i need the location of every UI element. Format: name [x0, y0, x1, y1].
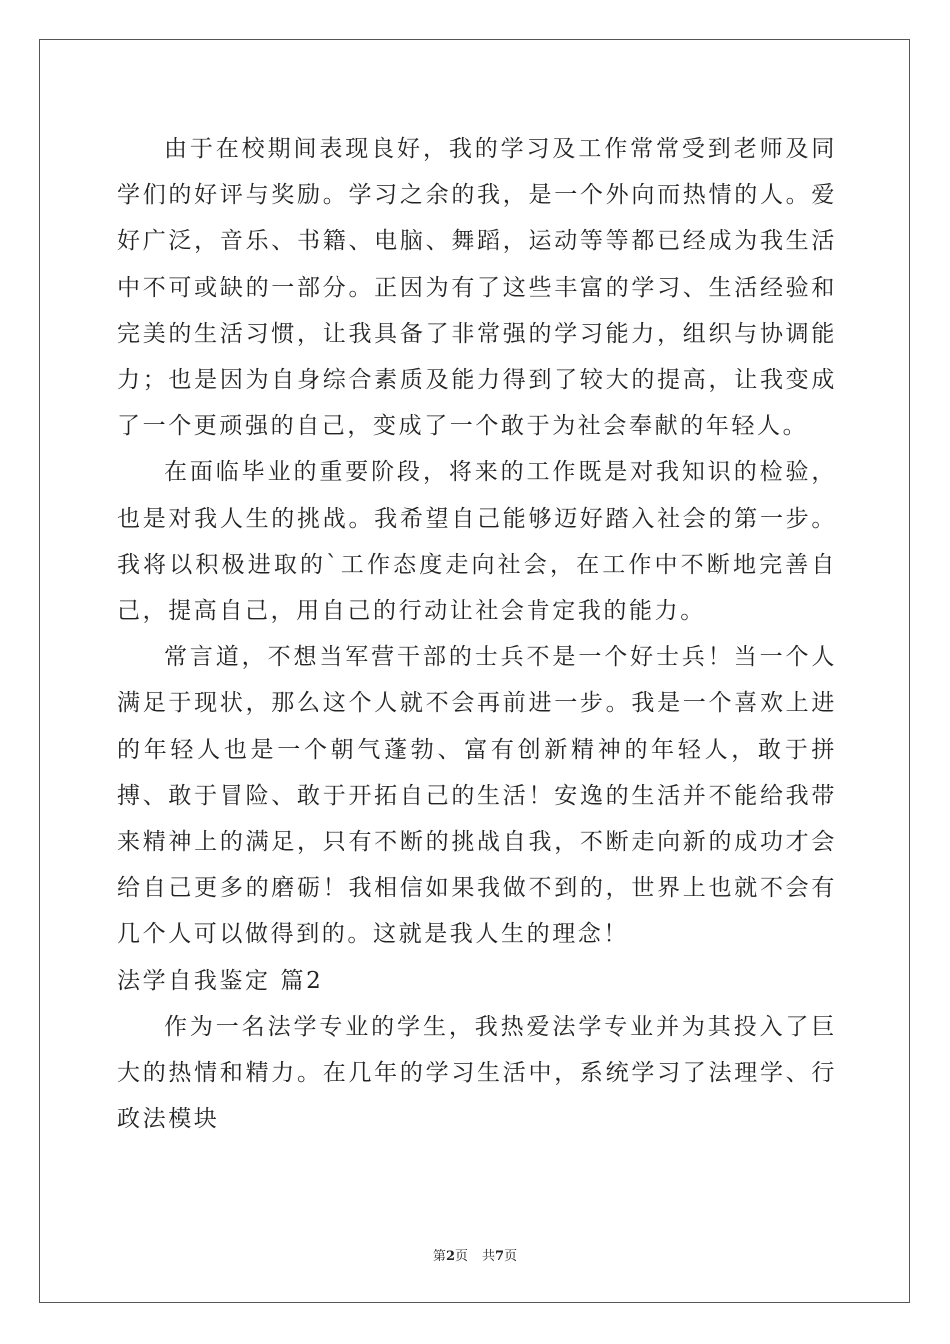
paragraph-3: 常言道，不想当军营干部的士兵不是一个好士兵！当一个人满足于现状，那么这个人就不会再前进一步。我是一个喜欢上进的年轻人也是一个朝气蓬勃、富有创新精神的年轻人，敢于拼搏、敢于冒险、敢于开拓自己的生活！安逸的生活并不能给我带来精神上的满足，只有不断的挑战自我，不断走向新的成功才会给自己更多的磨砺！我相信如果我做不到的，世界上也就不会有几个人可以做得到的。这就是我人生的理念！	[117, 644, 837, 948]
page-suffix: 页	[454, 1249, 468, 1264]
total-pages: 7	[495, 1249, 505, 1264]
total-suffix: 页	[504, 1249, 518, 1264]
page-number: 2	[445, 1249, 455, 1264]
paragraph-1: 由于在校期间表现良好，我的学习及工作常常受到老师及同学们的好评与奖励。学习之余的我，是一个外向而热情的人。爱好广泛，音乐、书籍、电脑、舞蹈，运动等等都已经成为我生活中不可或缺的一部分。正因为有了这些丰富的学习、生活经验和完美的生活习惯，让我具备了非常强的学习能力，组织与协调能力；也是因为自身综合素质及能力得到了较大的提高，让我变成了一个更顽强的自己，变成了一个敢于为社会奉献的年轻人。	[117, 136, 837, 440]
total-prefix: 共	[482, 1249, 496, 1264]
section-heading: 法学自我鉴定 篇2	[117, 967, 324, 994]
section-paragraph: 作为一名法学专业的学生，我热爱法学专业并为其投入了巨大的热情和精力。在几年的学习生活中，系统学习了法理学、行政法模块	[117, 1013, 837, 1133]
page-footer	[0, 1245, 950, 1264]
page-prefix: 第	[432, 1249, 446, 1264]
paragraph-2: 在面临毕业的重要阶段，将来的工作既是对我知识的检验，也是对我人生的挑战。我希望自己能够迈好踏入社会的第一步。我将以积极进取的`工作态度走向社会，在工作中不断地完善自己，提高自己，用自己的行动让社会肯定我的能力。	[117, 459, 837, 625]
document-body	[117, 126, 837, 1142]
